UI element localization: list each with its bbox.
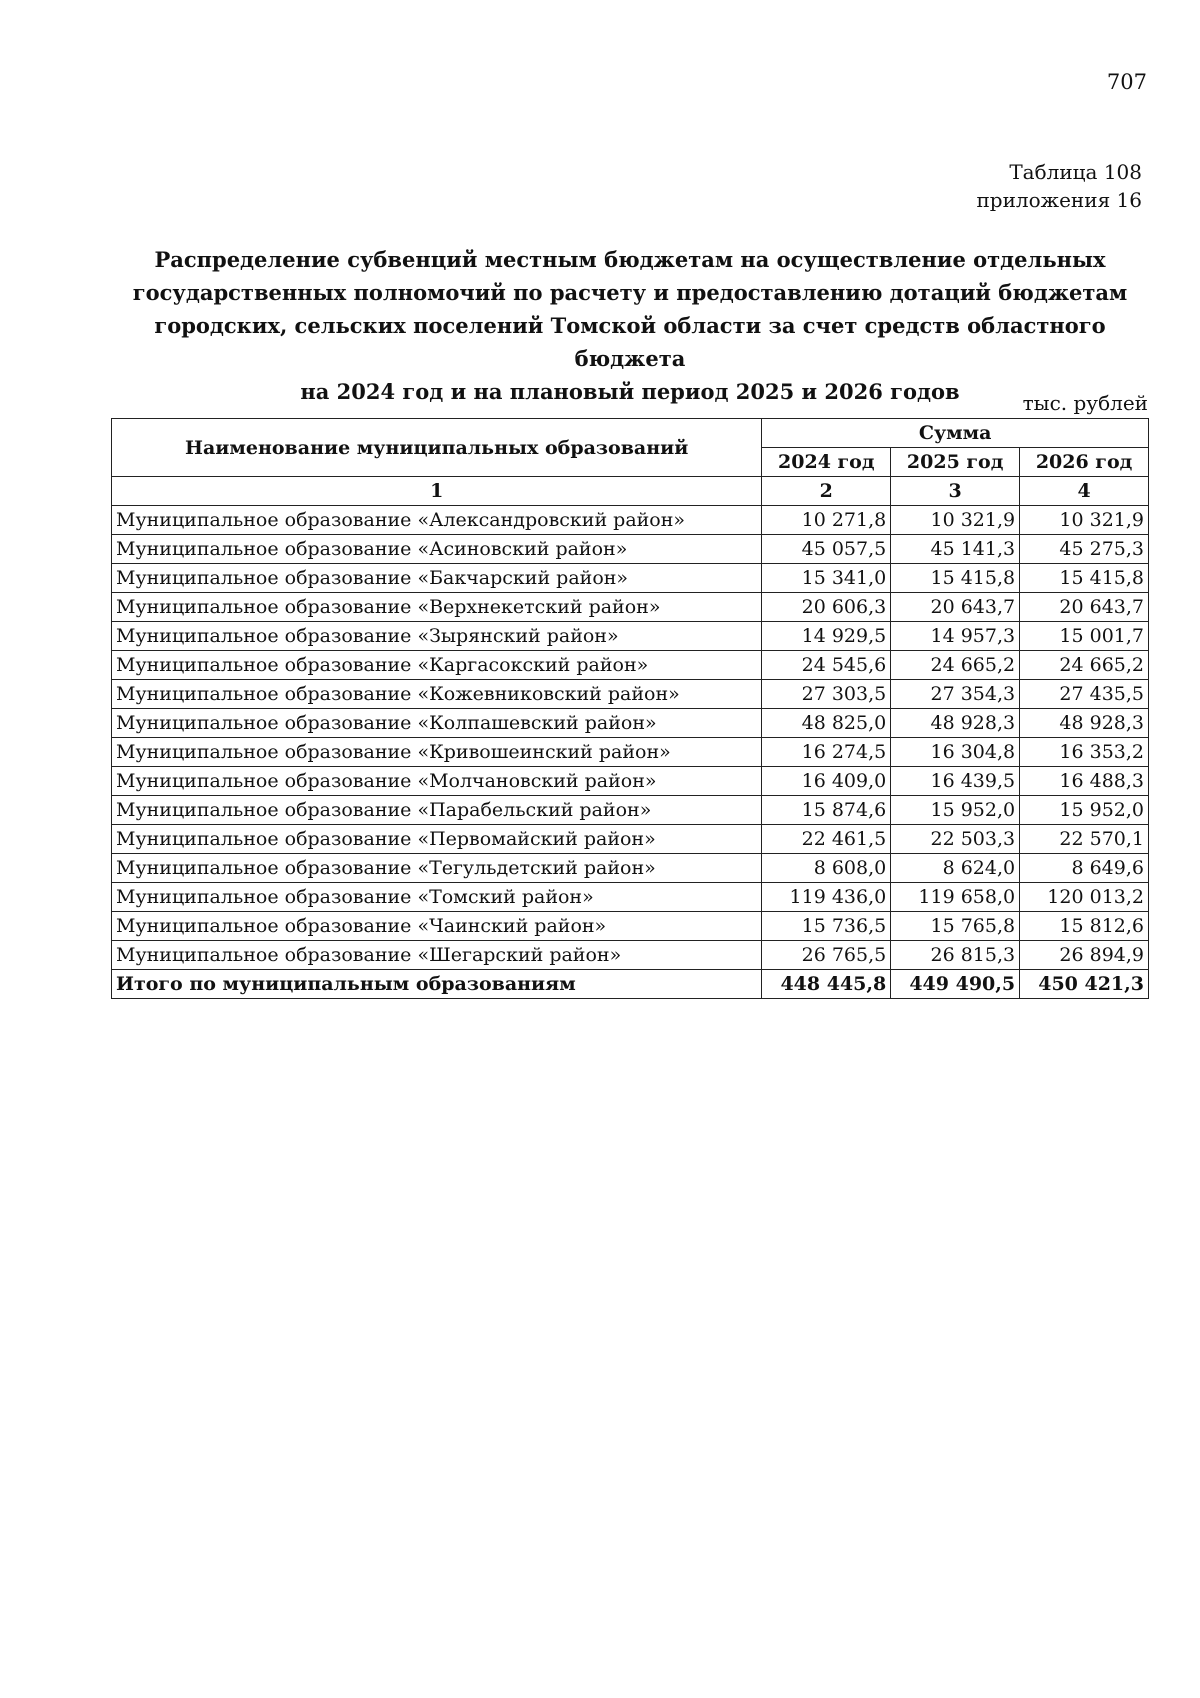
amount-2024: 48 825,0	[762, 709, 891, 738]
amount-2025: 45 141,3	[891, 535, 1020, 564]
municipality-name: Муниципальное образование «Зырянский район»	[112, 622, 762, 651]
table-reference	[976, 158, 1142, 214]
amount-2024: 45 057,5	[762, 535, 891, 564]
amount-2024: 27 303,5	[762, 680, 891, 709]
amount-2025: 26 815,3	[891, 941, 1020, 970]
table-row	[112, 593, 1149, 622]
header-year-2024: 2024 год	[762, 448, 891, 477]
amount-2026: 45 275,3	[1020, 535, 1149, 564]
amount-2025: 16 439,5	[891, 767, 1020, 796]
table-row	[112, 564, 1149, 593]
column-number: 3	[891, 477, 1020, 506]
page-number: 707	[1106, 70, 1147, 94]
amount-2026: 15 415,8	[1020, 564, 1149, 593]
amount-2024: 20 606,3	[762, 593, 891, 622]
table-row	[112, 622, 1149, 651]
amount-2025: 10 321,9	[891, 506, 1020, 535]
amount-2026: 26 894,9	[1020, 941, 1149, 970]
table-body	[112, 506, 1149, 999]
amount-2024: 16 409,0	[762, 767, 891, 796]
amount-2024: 22 461,5	[762, 825, 891, 854]
table-ref-line-1: Таблица 108	[1009, 160, 1142, 184]
subventions-table	[111, 418, 1149, 999]
amount-2024: 119 436,0	[762, 883, 891, 912]
title-line-1: Распределение субвенций местным бюджетам на осуществление отдельных	[154, 247, 1106, 272]
amount-2025: 14 957,3	[891, 622, 1020, 651]
table-row	[112, 535, 1149, 564]
column-number: 1	[112, 477, 762, 506]
amount-2026: 27 435,5	[1020, 680, 1149, 709]
amount-2026: 16 488,3	[1020, 767, 1149, 796]
amount-2024: 16 274,5	[762, 738, 891, 767]
header-sum: Сумма	[762, 419, 1149, 448]
table-row	[112, 651, 1149, 680]
table-row	[112, 680, 1149, 709]
column-number: 4	[1020, 477, 1149, 506]
table-row	[112, 767, 1149, 796]
amount-2026: 15 952,0	[1020, 796, 1149, 825]
municipality-name: Муниципальное образование «Асиновский район»	[112, 535, 762, 564]
table-row	[112, 709, 1149, 738]
municipality-name: Муниципальное образование «Колпашевский район»	[112, 709, 762, 738]
amount-2024: 26 765,5	[762, 941, 891, 970]
table-row	[112, 738, 1149, 767]
header-year-2026: 2026 год	[1020, 448, 1149, 477]
total-row	[112, 970, 1149, 999]
municipality-name: Муниципальное образование «Шегарский район»	[112, 941, 762, 970]
table-row	[112, 883, 1149, 912]
amount-2025: 20 643,7	[891, 593, 1020, 622]
header-name: Наименование муниципальных образований	[112, 419, 762, 477]
municipality-name: Муниципальное образование «Тегульдетский район»	[112, 854, 762, 883]
amount-2026: 8 649,6	[1020, 854, 1149, 883]
table-row	[112, 854, 1149, 883]
units-label: тыс. рублей	[1022, 391, 1148, 415]
amount-2026: 120 013,2	[1020, 883, 1149, 912]
total-label: Итого по муниципальным образованиям	[112, 970, 762, 999]
amount-2025: 15 765,8	[891, 912, 1020, 941]
amount-2024: 15 874,6	[762, 796, 891, 825]
amount-2024: 15 341,0	[762, 564, 891, 593]
amount-2026: 15 812,6	[1020, 912, 1149, 941]
municipality-name: Муниципальное образование «Чаинский район»	[112, 912, 762, 941]
title-line-4: на 2024 год и на плановый период 2025 и 2026 годов	[300, 379, 960, 404]
amount-2024: 15 736,5	[762, 912, 891, 941]
amount-2025: 119 658,0	[891, 883, 1020, 912]
column-number: 2	[762, 477, 891, 506]
amount-2025: 16 304,8	[891, 738, 1020, 767]
amount-2024: 10 271,8	[762, 506, 891, 535]
municipality-name: Муниципальное образование «Томский район»	[112, 883, 762, 912]
amount-2026: 22 570,1	[1020, 825, 1149, 854]
amount-2025: 48 928,3	[891, 709, 1020, 738]
table-ref-line-2: приложения 16	[976, 188, 1142, 212]
amount-2025: 27 354,3	[891, 680, 1020, 709]
municipality-name: Муниципальное образование «Бакчарский район»	[112, 564, 762, 593]
table-row	[112, 941, 1149, 970]
document-title	[110, 243, 1150, 408]
municipality-name: Муниципальное образование «Каргасокский район»	[112, 651, 762, 680]
municipality-name: Муниципальное образование «Первомайский район»	[112, 825, 762, 854]
amount-2024: 24 545,6	[762, 651, 891, 680]
amount-2026: 24 665,2	[1020, 651, 1149, 680]
amount-2026: 16 353,2	[1020, 738, 1149, 767]
municipality-name: Муниципальное образование «Кожевниковский район»	[112, 680, 762, 709]
amount-2024: 8 608,0	[762, 854, 891, 883]
amount-2025: 8 624,0	[891, 854, 1020, 883]
municipality-name: Муниципальное образование «Кривошеинский район»	[112, 738, 762, 767]
amount-2026: 15 001,7	[1020, 622, 1149, 651]
table-row	[112, 912, 1149, 941]
header-row-1	[112, 419, 1149, 448]
header-year-2025: 2025 год	[891, 448, 1020, 477]
municipality-name: Муниципальное образование «Молчановский район»	[112, 767, 762, 796]
total-value-2024: 448 445,8	[762, 970, 891, 999]
amount-2024: 14 929,5	[762, 622, 891, 651]
total-value-2026: 450 421,3	[1020, 970, 1149, 999]
municipality-name: Муниципальное образование «Александровский район»	[112, 506, 762, 535]
column-number-row	[112, 477, 1149, 506]
amount-2026: 48 928,3	[1020, 709, 1149, 738]
amount-2026: 20 643,7	[1020, 593, 1149, 622]
table-row	[112, 825, 1149, 854]
municipality-name: Муниципальное образование «Верхнекетский район»	[112, 593, 762, 622]
table-row	[112, 506, 1149, 535]
municipality-name: Муниципальное образование «Парабельский район»	[112, 796, 762, 825]
total-value-2025: 449 490,5	[891, 970, 1020, 999]
amount-2025: 15 415,8	[891, 564, 1020, 593]
title-line-2: государственных полномочий по расчету и предоставлению дотаций бюджетам	[132, 280, 1128, 305]
amount-2025: 15 952,0	[891, 796, 1020, 825]
title-line-3: городских, сельских поселений Томской области за счет средств областного бюджета	[154, 313, 1106, 371]
table-row	[112, 796, 1149, 825]
amount-2025: 24 665,2	[891, 651, 1020, 680]
amount-2026: 10 321,9	[1020, 506, 1149, 535]
amount-2025: 22 503,3	[891, 825, 1020, 854]
